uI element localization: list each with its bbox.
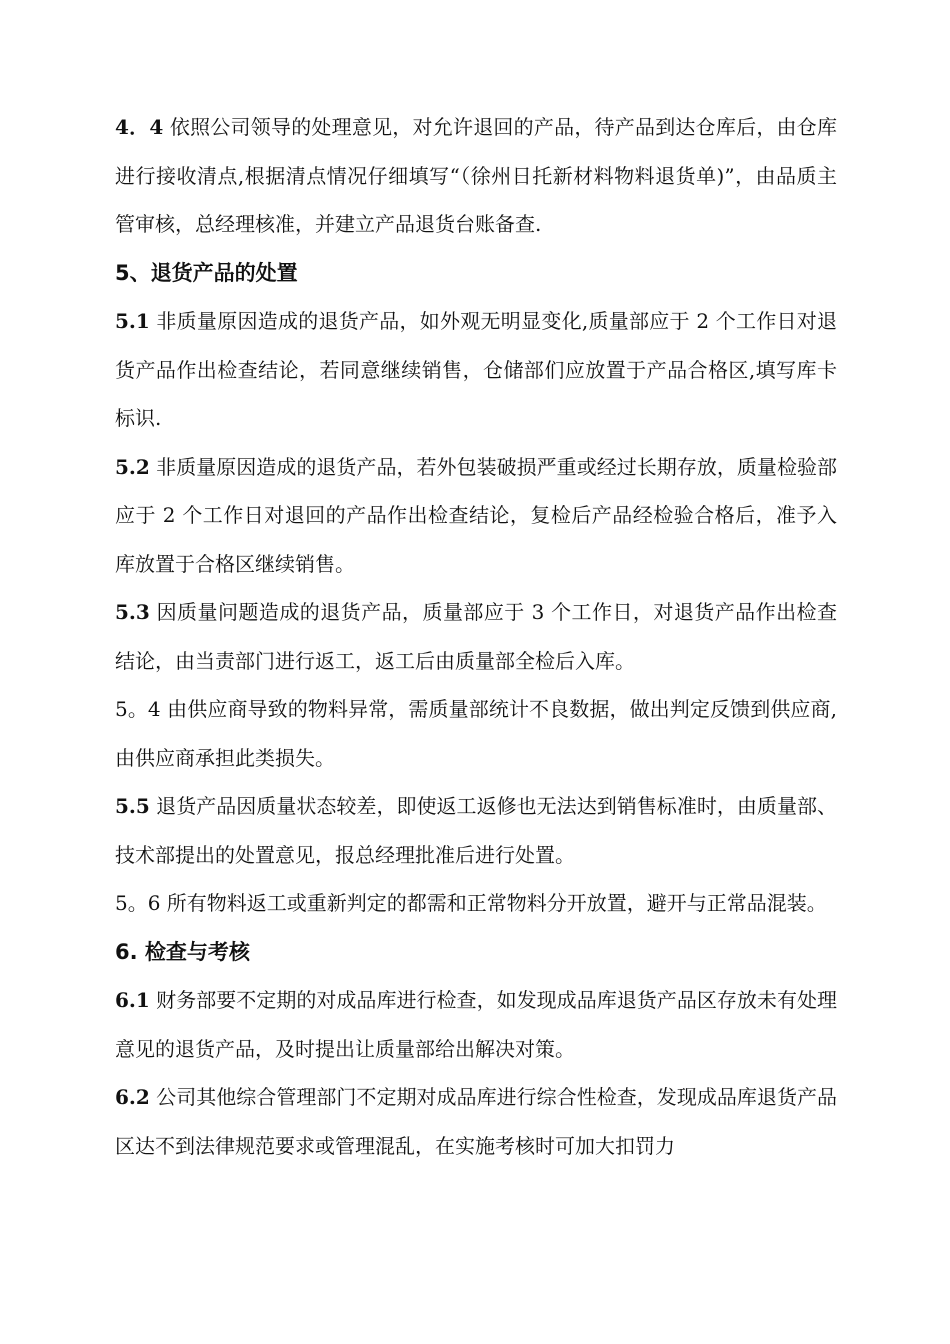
clause-text: 退货产品因质量状态较差，即使返工返修也无法达到销售标准时，由质量部、技术部提出的处置意见，报总经理批准后进行处置。 <box>115 794 837 867</box>
clause-text: 公司其他综合管理部门不定期对成品库进行综合性检查，发现成品库退货产品区达不到法律规范要求或管理混乱，在实施考核时可加大扣罚力 <box>115 1085 837 1158</box>
paragraph-5-6 <box>115 879 837 928</box>
clause-text: 财务部要不定期的对成品库进行检查，如发现成品库退货产品区存放未有处理意见的退货产品，及时提出让质量部给出解决对策。 <box>115 988 837 1061</box>
paragraph-4-4 <box>115 103 837 249</box>
clause-text: 所有物料返工或重新判定的都需和正常物料分开放置，避开与正常品混装。 <box>160 891 827 915</box>
section-heading-5: 5、退货产品的处置 <box>115 260 298 285</box>
paragraph-6-1 <box>115 976 837 1073</box>
paragraph-5-4 <box>115 685 837 782</box>
clause-number: 5.3 <box>115 600 150 624</box>
clause-number: 4．4 <box>115 115 164 139</box>
clause-text: 因质量问题造成的退货产品，质量部应于 3 个工作日，对退货产品作出检查结论，由当责部门进行返工，返工后由质量部全检后入库。 <box>115 600 837 673</box>
clause-number: 5.5 <box>115 794 150 818</box>
clause-number: 5。4 <box>115 697 161 721</box>
clause-text: 非质量原因造成的退货产品，如外观无明显变化,质量部应于 2 个工作日对退货产品作出检查结论，若同意继续销售，仓储部们应放置于产品合格区,填写库卡标识. <box>115 309 837 430</box>
clause-text: 由供应商导致的物料异常，需质量部统计不良数据，做出判定反馈到供应商,由供应商承担此类损失。 <box>115 697 838 770</box>
clause-number: 5。6 <box>115 891 161 915</box>
paragraph-5-3 <box>115 588 837 685</box>
clause-number: 5.2 <box>115 454 150 479</box>
paragraph-5-1 <box>115 297 837 443</box>
clause-text: 非质量原因造成的退货产品，若外包装破损严重或经过长期存放，质量检验部应于 2 个工作日对退回的产品作出检查结论，复检后产品经检验合格后，准予入库放置于合格区继续销售。 <box>115 454 837 576</box>
section-heading-6: 6. 检查与考核 <box>115 939 250 964</box>
paragraph-5-2 <box>115 443 837 589</box>
clause-number: 6.1 <box>115 988 150 1012</box>
paragraph-5-5 <box>115 782 837 879</box>
paragraph-6-2 <box>115 1073 837 1170</box>
clause-number: 5.1 <box>115 309 150 333</box>
clause-text: 依照公司领导的处理意见，对允许退回的产品，待产品到达仓库后，由仓库进行接收清点,根据清点情况仔细填写“（徐州日托新材料物料退货单)”，由品质主管审核，总经理核准，并建立产品退货台账备查. <box>115 115 837 236</box>
clause-number: 6.2 <box>115 1085 150 1109</box>
document-page <box>115 103 837 1170</box>
